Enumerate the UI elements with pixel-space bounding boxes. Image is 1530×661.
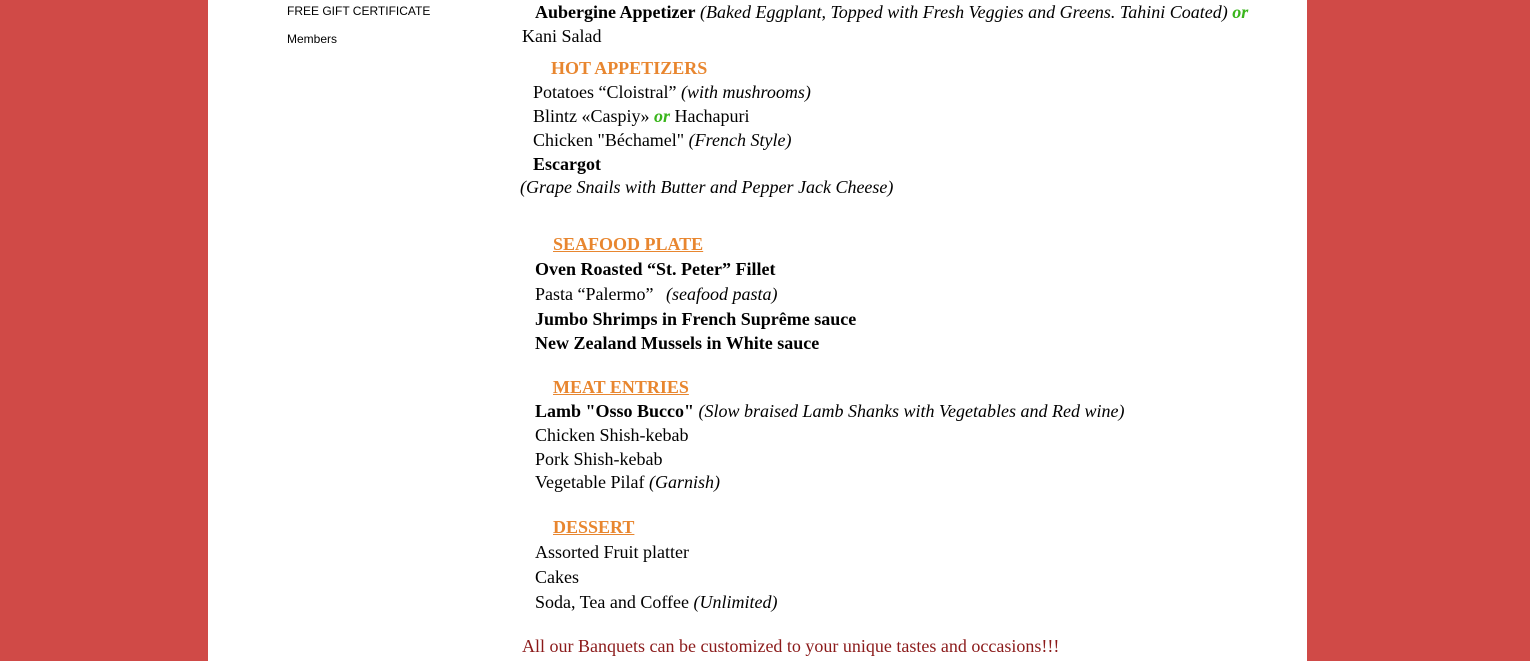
section-title-hot-appetizers: HOT APPETIZERS <box>551 58 708 78</box>
menu-item-fillet: Oven Roasted “St. Peter” Fillet <box>535 259 776 279</box>
menu-item-chicken-bechamel <box>533 130 791 151</box>
item-name: Soda, Tea and Coffee <box>535 592 690 612</box>
item-name: Chicken "Béchamel" <box>533 130 685 150</box>
customization-note: All our Banquets can be customized to your unique tastes and occasions!!! <box>522 636 1060 656</box>
menu-item-escargot-description: (Grape Snails with Butter and Pepper Jack Cheese) <box>520 177 894 197</box>
item-description: (with mushrooms) <box>680 82 811 102</box>
section-title-meat: MEAT ENTRIES <box>553 377 689 397</box>
section-title-dessert: DESSERT <box>553 517 635 537</box>
menu-item-fruit: Assorted Fruit platter <box>535 542 689 562</box>
item-name: Blintz «Caspiy» <box>533 106 650 126</box>
item-name: Lamb "Osso Bucco" <box>535 401 695 421</box>
menu-item-pork-kebab: Pork Shish-kebab <box>535 449 663 469</box>
or-word: or <box>1232 2 1249 22</box>
menu-item-kani-salad: Kani Salad <box>522 26 602 46</box>
menu-item-aubergine <box>535 2 1248 23</box>
section-title-seafood: SEAFOOD PLATE <box>553 234 704 254</box>
item-description: (Unlimited) <box>693 592 778 612</box>
menu-item-chicken-kebab: Chicken Shish-kebab <box>535 425 689 445</box>
menu-item-cakes: Cakes <box>535 567 579 587</box>
menu-item-blintz <box>533 106 749 127</box>
menu-item-drinks <box>535 592 778 613</box>
item-name: Aubergine Appetizer <box>535 2 696 22</box>
menu-item-pasta <box>535 284 777 305</box>
nav-link-gift-certificate[interactable]: FREE GIFT CERTIFICATE <box>287 4 431 18</box>
content-page <box>208 0 1307 661</box>
nav-link-members[interactable]: Members <box>287 32 338 46</box>
item-description: (French Style) <box>688 130 792 150</box>
item-name: Vegetable Pilaf <box>535 472 645 492</box>
banquet-menu <box>208 0 1307 661</box>
menu-item-potatoes <box>533 82 811 103</box>
item-description: (seafood pasta) <box>665 284 778 304</box>
item-name: Potatoes “Cloistral” <box>533 82 677 102</box>
item-name-alt: Hachapuri <box>674 106 750 126</box>
item-description: (Baked Eggplant, Topped with Fresh Veggies and Greens. Tahini Coated) <box>699 2 1228 22</box>
menu-item-mussels: New Zealand Mussels in White sauce <box>535 333 820 353</box>
item-name: Pasta “Palermo” <box>535 284 654 304</box>
or-word: or <box>654 106 671 126</box>
menu-item-escargot: Escargot <box>533 154 601 174</box>
menu-item-pilaf <box>535 472 720 493</box>
menu-item-shrimps: Jumbo Shrimps in French Suprême sauce <box>535 309 857 329</box>
item-description: (Garnish) <box>648 472 720 492</box>
item-description: (Slow braised Lamb Shanks with Vegetables and Red wine) <box>698 401 1125 421</box>
menu-item-lamb <box>535 401 1124 422</box>
